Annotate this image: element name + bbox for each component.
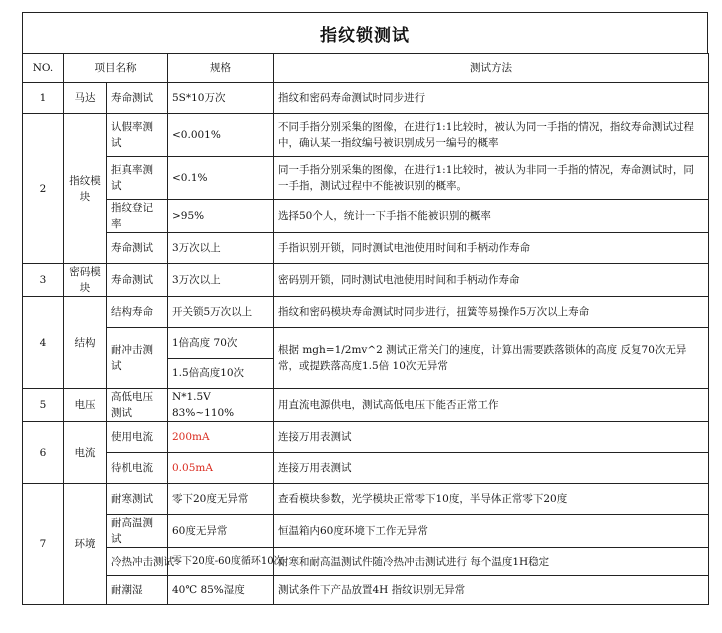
spec-cell: 3万次以上 <box>168 264 274 297</box>
sub-item: 待机电流 <box>107 453 168 484</box>
spec-cell <box>168 328 274 389</box>
method-cell: 选择50个人，统计一下手指不能被识别的概率 <box>274 200 709 233</box>
group-name: 环境 <box>64 484 107 605</box>
method-cell: 连接万用表测试 <box>274 453 709 484</box>
spec-cell: 40℃ 85%湿度 <box>168 576 274 605</box>
row-number: 3 <box>23 264 64 297</box>
header-spec: 规格 <box>168 54 274 83</box>
row-number: 1 <box>23 83 64 114</box>
table-row <box>23 157 709 200</box>
method-cell: 耐寒和耐高温测试件随冷热冲击测试进行 每个温度1H稳定 <box>274 548 709 576</box>
row-number: 4 <box>23 297 64 389</box>
sub-item: 耐冲击测试 <box>107 328 168 389</box>
spec-cell: 60度无异常 <box>168 515 274 548</box>
method-cell: 根据 mgh=1/2mv^2 测试正常关门的速度，计算出需要跌落锁体的高度 反复70次无异常，或提跌落高度1.5倍 10次无异常 <box>274 328 709 389</box>
table-row <box>23 83 709 114</box>
spec-cell: N*1.5V 83%~110% <box>168 389 274 422</box>
table-row <box>23 515 709 548</box>
table-row <box>23 114 709 157</box>
group-name: 电压 <box>64 389 107 422</box>
table-row <box>23 297 709 328</box>
table-row <box>23 264 709 297</box>
method-cell: 指纹和密码寿命测试时同步进行 <box>274 83 709 114</box>
row-number: 5 <box>23 389 64 422</box>
sub-item: 耐寒测试 <box>107 484 168 515</box>
sheet-title: 指纹锁测试 <box>22 12 708 53</box>
header-row <box>23 54 709 83</box>
spec-cell: 零下20度-60度循环10次 <box>168 548 274 576</box>
method-cell: 用直流电源供电，测试高低电压下能否正常工作 <box>274 389 709 422</box>
table-row <box>23 422 709 453</box>
spec-cell: 3万次以上 <box>168 233 274 264</box>
spec-cell: 0.05mA <box>168 453 274 484</box>
sub-item: 认假率测试 <box>107 114 168 157</box>
group-name: 电流 <box>64 422 107 484</box>
spec-impact-1x: 1倍高度 70次 <box>172 336 238 349</box>
table-row <box>23 389 709 422</box>
method-cell: 密码别开锁，同时测试电池使用时间和手柄动作寿命 <box>274 264 709 297</box>
method-cell: 指纹和密码模块寿命测试时同步进行，扭簧等易操作5万次以上寿命 <box>274 297 709 328</box>
sub-item: 耐潮湿 <box>107 576 168 605</box>
spec-cell: <0.001% <box>168 114 274 157</box>
group-name: 结构 <box>64 297 107 389</box>
sub-item: 指纹登记率 <box>107 200 168 233</box>
table-row <box>23 200 709 233</box>
method-cell: 查看模块参数，光学模块正常零下10度，半导体正常零下20度 <box>274 484 709 515</box>
row-number: 2 <box>23 114 64 264</box>
sub-item: 寿命测试 <box>107 83 168 114</box>
header-method: 测试方法 <box>274 54 709 83</box>
table-row <box>23 484 709 515</box>
table-row <box>23 548 709 576</box>
method-cell: 连接万用表测试 <box>274 422 709 453</box>
header-no: NO. <box>23 54 64 83</box>
group-name: 密码模块 <box>64 264 107 297</box>
group-name: 指纹模块 <box>64 114 107 264</box>
spec-cell: >95% <box>168 200 274 233</box>
method-cell: 手指识别开锁，同时测试电池使用时间和手柄动作寿命 <box>274 233 709 264</box>
spec-cell: 200mA <box>168 422 274 453</box>
table-row <box>23 453 709 484</box>
method-cell: 测试条件下产品放置4H 指纹识别无异常 <box>274 576 709 605</box>
sub-item: 寿命测试 <box>107 233 168 264</box>
spec-impact-1-5x: 1.5倍高度10次 <box>168 358 273 389</box>
spec-cell: 零下20度无异常 <box>168 484 274 515</box>
spec-cell: 5S*10万次 <box>168 83 274 114</box>
header-item: 项目名称 <box>64 54 168 83</box>
method-cell: 不同手指分别采集的图像，在进行1:1比较时，被认为同一手指的情况，指纹寿命测试过程中，确认某一指纹编号被识别成另一编号的概率 <box>274 114 709 157</box>
sub-item: 耐高温测试 <box>107 515 168 548</box>
row-number: 7 <box>23 484 64 605</box>
sub-item: 拒真率测试 <box>107 157 168 200</box>
sub-item: 冷热冲击测试 <box>107 548 168 576</box>
table-row <box>23 233 709 264</box>
sub-item: 结构寿命 <box>107 297 168 328</box>
test-sheet <box>22 12 708 605</box>
group-name: 马达 <box>64 83 107 114</box>
spec-cell: 开关锁5万次以上 <box>168 297 274 328</box>
table-row <box>23 576 709 605</box>
sub-item: 寿命测试 <box>107 264 168 297</box>
method-cell: 同一手指分别采集的图像，在进行1:1比较时，被认为非同一手指的情况，寿命测试时，同一手指，测试过程中不能被识别的概率。 <box>274 157 709 200</box>
test-table <box>22 53 709 605</box>
spec-cell: <0.1% <box>168 157 274 200</box>
sub-item: 使用电流 <box>107 422 168 453</box>
row-number: 6 <box>23 422 64 484</box>
table-row <box>23 328 709 389</box>
method-cell: 恒温箱内60度环境下工作无异常 <box>274 515 709 548</box>
sub-item: 高低电压测试 <box>107 389 168 422</box>
